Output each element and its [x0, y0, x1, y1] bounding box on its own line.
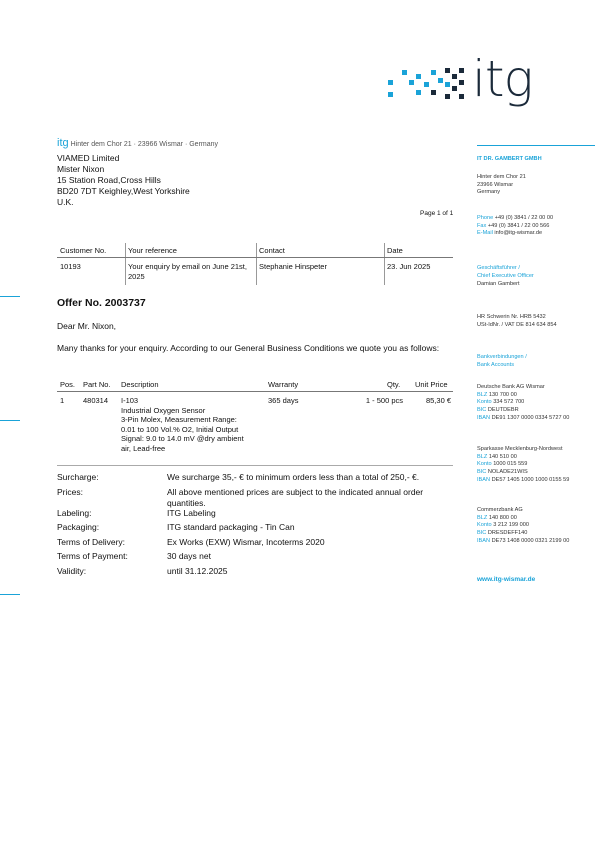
item-warranty: 365 days [268, 396, 299, 405]
bank-field-value: DEUTDEBR [487, 407, 519, 414]
recipient-address [57, 153, 190, 208]
item-pos: 1 [60, 396, 65, 405]
item-description [121, 396, 244, 453]
item-qty: 1 - 500 pcs [365, 396, 403, 405]
term-label: Packaging: [57, 522, 100, 532]
term-label: Validity: [57, 566, 87, 576]
sender-logo: itg [57, 137, 69, 149]
bank-field-label: Konto [477, 522, 492, 529]
term-label: Terms of Delivery: [57, 537, 126, 547]
fold-mark [0, 296, 20, 297]
md-heading-line: Chief Executive Officer [477, 272, 534, 279]
sidebar-company: IT DR. GAMBERT GMBH [477, 156, 542, 162]
your-reference: Your enquiry by email on June 21st, 2025 [128, 262, 247, 281]
sender-address: Hinter dem Chor 21 · 23966 Wismar · Germany [70, 141, 219, 148]
email-label: E-Mail [477, 230, 493, 237]
fax-label: Fax [477, 222, 487, 229]
bank-heading-line: Bankverbindungen / [477, 354, 527, 360]
bank-field-label: IBAN [477, 476, 491, 483]
customer-no: 10193 [60, 262, 81, 271]
page-number: Page 1 of 1 [420, 210, 454, 217]
sender-line [57, 137, 218, 149]
offer-title: Offer No. 2003737 [57, 297, 146, 309]
logo-wordmark: itg [472, 50, 533, 108]
term-value: Ex Works (EXW) Wismar, Incoterms 2020 [167, 537, 325, 547]
bank-heading [477, 354, 595, 369]
bank-field-value: DE91 1307 0000 0334 5727 00 [491, 414, 570, 421]
items-header-warranty: Warranty [268, 380, 299, 389]
fold-mark [0, 594, 20, 595]
register-info [477, 314, 595, 329]
info-header-contact: Contact [259, 246, 285, 255]
recipient-line: VIAMED Limited [57, 153, 120, 163]
punch-mark [0, 420, 20, 421]
bank-field-value: 1000 015 559 [493, 461, 528, 468]
bank-field-label: IBAN [477, 537, 491, 544]
bank-field-label: BIC [477, 530, 487, 537]
bank-account [477, 507, 595, 546]
bank-field-label: IBAN [477, 414, 491, 421]
md-heading-line: Geschäftsführer / [477, 265, 520, 271]
md-name: Damian Gambert [477, 281, 520, 287]
bank-field-value: 3 212 199 000 [493, 522, 529, 529]
bank-field-value: NOLADE21WIS [487, 469, 528, 476]
date: 23. Jun 2025 [387, 262, 431, 271]
description-line: Signal: 9.0 to 14.0 mV @dry ambient [121, 434, 244, 443]
recipient-line: BD20 7DT Keighley,West Yorkshire [57, 186, 190, 196]
info-header-customer: Customer No. [60, 246, 107, 255]
info-header-date: Date [387, 246, 403, 255]
description-line: I-103 [121, 396, 139, 405]
items-header-qty: Qty. [387, 380, 401, 389]
phone-label: Phone [477, 215, 494, 221]
description-line: 0.01 to 100 Vol.% O2, Initial Output [121, 424, 239, 434]
term-value: 30 days net [167, 551, 211, 561]
contact: Stephanie Hinspeter [259, 262, 327, 271]
bank-field-label: BLZ [477, 514, 488, 521]
register-line: HR Schwerin Nr. HRB 5432 [477, 314, 546, 320]
bank-field-label: Konto [477, 461, 492, 468]
sidebar-address-line: 23966 Wismar [477, 181, 514, 188]
bank-field-value: 140 800 00 [488, 514, 517, 521]
fax-number: +49 (0) 3841 / 22 00 566 [487, 222, 550, 229]
term-value: All above mentioned prices are subject to the indicated annual order quantities. [167, 487, 424, 508]
item-unit-price: 85,30 € [425, 396, 451, 405]
recipient-line: U.K. [57, 197, 74, 207]
sidebar-rule [477, 145, 595, 146]
recipient-line: 15 Station Road,Cross Hills [57, 175, 161, 185]
term-value: ITG Labeling [167, 508, 216, 518]
bank-heading-line: Bank Accounts [477, 361, 515, 368]
recipient-line: Mister Nixon [57, 164, 105, 174]
salutation: Dear Mr. Nixon, [57, 321, 117, 331]
sidebar-address [477, 174, 595, 197]
items-header-pos: Pos. [60, 380, 76, 389]
items-header-description: Description [121, 380, 159, 389]
phone-number: +49 (0) 3841 / 22 00 00 [494, 215, 554, 221]
term-value: We surcharge 35,- € to minimum orders less than a total of 250,- €. [167, 472, 420, 482]
bank-field-label: Konto [477, 399, 492, 406]
bank-field-label: BLZ [477, 453, 488, 460]
bank-field-value: 140 510 00 [488, 453, 517, 460]
bank-name: Commerzbank AG [477, 507, 523, 513]
term-value: until 31.12.2025 [167, 566, 228, 576]
sidebar-contact [477, 215, 595, 238]
sidebar-address-line: Hinter dem Chor 21 [477, 174, 526, 180]
term-value: ITG standard packaging - Tin Can [167, 522, 295, 532]
bank-name: Sparkasse Mecklenburg-Nordwest [477, 446, 563, 452]
bank-field-value: 130 700 00 [488, 391, 517, 398]
bank-account [477, 446, 595, 485]
website-link[interactable]: www.itg-wismar.de [477, 576, 536, 583]
email-link[interactable]: info@itg-wismar.de [494, 230, 543, 237]
bank-field-value: 334 572 700 [493, 399, 525, 406]
items-header-unitprice: Unit Price [415, 380, 448, 389]
term-label: Terms of Payment: [57, 551, 128, 561]
bank-field-label: BLZ [477, 391, 488, 398]
bank-field-value: DE57 1405 1000 1000 0155 59 [491, 476, 570, 483]
bank-field-value: DRESDEFF140 [487, 530, 528, 537]
info-header-reference: Your reference [128, 246, 177, 255]
term-label: Surcharge: [57, 472, 99, 482]
item-part-no: 480314 [83, 396, 109, 405]
description-line: Industrial Oxygen Sensor [121, 405, 206, 415]
register-line: USt-IdNr. / VAT DE 814 634 854 [477, 321, 557, 328]
md-heading [477, 265, 595, 280]
bank-name: Deutsche Bank AG Wismar [477, 384, 545, 390]
bank-account [477, 384, 595, 423]
description-line: 3-Pin Molex, Measurement Range: [121, 415, 237, 424]
bank-field-label: BIC [477, 469, 487, 476]
term-label: Prices: [57, 487, 83, 497]
bank-field-value: DE73 1408 0000 0321 2199 00 [491, 537, 570, 544]
description-line: air, Lead-free [121, 443, 166, 453]
term-label: Labeling: [57, 508, 92, 518]
bank-field-label: BIC [477, 407, 487, 414]
logo [388, 50, 538, 116]
sidebar-address-line: Germany [477, 189, 501, 196]
items-header-partno: Part No. [83, 380, 111, 389]
intro-text: Many thanks for your enquiry. According to our General Business Conditions we quote you as follows: [57, 343, 440, 353]
